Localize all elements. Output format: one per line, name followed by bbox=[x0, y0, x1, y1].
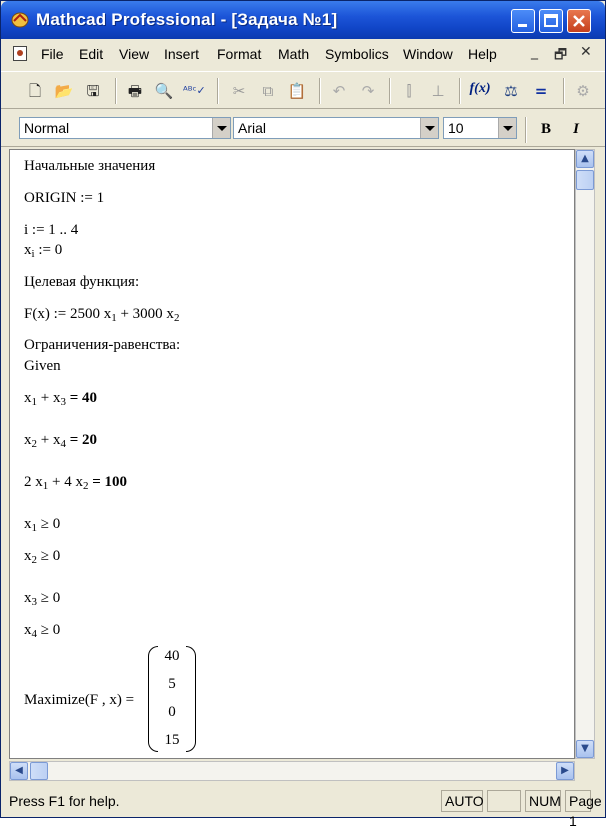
constraint-eq2[interactable]: $x_2 + x_4 = 20$ bbox=[24, 432, 98, 450]
result-x2: 5 bbox=[168, 676, 176, 692]
heading-constraints: Ограничения-равенства: bbox=[24, 337, 181, 353]
status-bar bbox=[1, 787, 605, 829]
paste-icon[interactable]: 📋 bbox=[287, 82, 307, 100]
status-num: NUM bbox=[525, 790, 561, 812]
menu-bar bbox=[1, 39, 605, 69]
redo-icon[interactable]: ↷ bbox=[361, 82, 375, 100]
given-keyword[interactable]: Given bbox=[24, 358, 61, 374]
mathcad-app-icon bbox=[11, 12, 29, 28]
close-icon bbox=[568, 10, 590, 32]
font-value: Arial bbox=[238, 120, 267, 136]
scroll-down-icon[interactable]: ▼ bbox=[576, 740, 594, 758]
open-folder-icon[interactable]: 📂 bbox=[54, 82, 74, 100]
status-blank bbox=[487, 790, 521, 812]
new-document-icon[interactable]: 🗋 bbox=[28, 82, 42, 100]
constraint-eq3[interactable]: 2 $x_1 + 4$ $x_2 = 100$ bbox=[24, 474, 128, 492]
origin-definition[interactable]: ORIGIN := 1 bbox=[24, 190, 105, 206]
print-icon[interactable]: 🖶 bbox=[127, 82, 143, 100]
left-paren bbox=[148, 646, 158, 752]
mdi-close-button[interactable]: ✕ bbox=[580, 44, 592, 60]
menu-math[interactable]: Math bbox=[278, 46, 310, 62]
result-x3: 0 bbox=[168, 704, 176, 720]
calculate-icon[interactable]: = bbox=[534, 82, 548, 100]
insert-unit-icon[interactable]: ⚖ bbox=[504, 82, 518, 100]
range-definition[interactable]: i := 1 .. 4 bbox=[24, 222, 79, 238]
save-icon[interactable]: 🖫 bbox=[86, 82, 100, 100]
maximize-icon bbox=[540, 10, 562, 32]
copy-icon[interactable]: ⧉ bbox=[262, 82, 274, 100]
bold-button[interactable]: B bbox=[540, 121, 551, 137]
minimize-button[interactable] bbox=[511, 9, 535, 33]
toolbar-separator bbox=[319, 78, 321, 104]
status-help-text: Press F1 for help. bbox=[9, 793, 120, 809]
menu-view[interactable]: View bbox=[119, 46, 150, 62]
vertical-scroll-thumb[interactable] bbox=[576, 170, 594, 190]
constraint-x4-nonneg[interactable]: $x_4 \ge 0$ bbox=[24, 622, 61, 640]
insert-function-icon[interactable]: f(x) bbox=[469, 81, 491, 96]
print-preview-icon[interactable]: 🔍 bbox=[154, 82, 174, 100]
result-x1: 40 bbox=[164, 648, 180, 664]
font-select[interactable] bbox=[233, 117, 439, 139]
chevron-down-icon[interactable] bbox=[420, 118, 438, 138]
menu-window[interactable]: Window bbox=[403, 46, 453, 62]
scroll-left-icon[interactable]: ◀ bbox=[10, 762, 28, 780]
italic-button[interactable]: I bbox=[573, 121, 579, 137]
xi-definition[interactable]: $x_i$ := 0 bbox=[24, 242, 63, 260]
font-size-select[interactable] bbox=[443, 117, 517, 139]
toolbar-separator bbox=[389, 78, 391, 104]
toolbar-separator bbox=[525, 117, 527, 143]
close-button[interactable] bbox=[567, 9, 591, 33]
cut-icon[interactable]: ✂ bbox=[232, 82, 246, 100]
objective-function[interactable]: F(x) := 2500 $x_1 + 3000$ $x_2$ bbox=[24, 306, 180, 324]
resource-center-icon[interactable]: ⚙ bbox=[576, 82, 590, 100]
horizontal-scrollbar[interactable] bbox=[9, 761, 575, 781]
formatting-toolbar bbox=[1, 111, 605, 147]
heading-initial-values: Начальные значения bbox=[24, 158, 156, 174]
heading-objective: Целевая функция: bbox=[24, 274, 140, 290]
toolbar-separator bbox=[217, 78, 219, 104]
window-title: Mathcad Professional - [Задача №1] bbox=[36, 10, 338, 29]
result-vector[interactable] bbox=[148, 646, 196, 756]
right-paren bbox=[186, 646, 196, 752]
constraint-x2-nonneg[interactable]: $x_2 \ge 0$ bbox=[24, 548, 61, 566]
spell-check-icon[interactable]: ᴬᴮᶜ✓ bbox=[183, 84, 206, 97]
constraint-x3-nonneg[interactable]: $x_3 \ge 0$ bbox=[24, 590, 61, 608]
chevron-down-icon[interactable] bbox=[498, 118, 516, 138]
minimize-icon bbox=[512, 10, 534, 32]
mdi-minimize-button[interactable]: _ bbox=[531, 44, 538, 60]
horizontal-scroll-thumb[interactable] bbox=[30, 762, 48, 780]
menu-insert[interactable]: Insert bbox=[164, 46, 200, 62]
toolbar-separator bbox=[115, 78, 117, 104]
menu-symbolics[interactable]: Symbolics bbox=[325, 46, 389, 62]
result-x4: 15 bbox=[164, 732, 180, 748]
maximize-expression[interactable]: Maximize(F , x) = bbox=[24, 692, 135, 708]
align-down-icon[interactable]: ⊥ bbox=[431, 82, 445, 100]
status-mode: AUTO bbox=[441, 790, 483, 812]
constraint-eq1[interactable]: $x_1 + x_3 = 40$ bbox=[24, 390, 98, 408]
standard-toolbar bbox=[1, 71, 605, 109]
menu-format[interactable]: Format bbox=[217, 46, 262, 62]
toolbar-separator bbox=[459, 78, 461, 104]
title-bar[interactable] bbox=[1, 1, 605, 39]
status-page: Page 1 bbox=[565, 790, 591, 812]
align-across-icon[interactable]: ⫿ bbox=[406, 82, 412, 100]
menu-help[interactable]: Help bbox=[468, 46, 497, 62]
scroll-right-icon[interactable]: ▶ bbox=[556, 762, 574, 780]
menu-file[interactable]: File bbox=[41, 46, 64, 62]
toolbar-separator bbox=[563, 78, 565, 104]
maximize-button[interactable] bbox=[539, 9, 563, 33]
vertical-scrollbar[interactable] bbox=[575, 149, 595, 759]
scroll-up-icon[interactable]: ▲ bbox=[576, 150, 594, 168]
style-value: Normal bbox=[24, 120, 70, 136]
constraint-x1-nonneg[interactable]: $x_1 \ge 0$ bbox=[24, 516, 61, 534]
document-icon[interactable] bbox=[13, 46, 27, 61]
menu-edit[interactable]: Edit bbox=[79, 46, 104, 62]
font-size-value: 10 bbox=[448, 120, 464, 136]
mdi-restore-button[interactable]: 🗗 bbox=[554, 47, 568, 63]
worksheet[interactable] bbox=[9, 149, 575, 759]
undo-icon[interactable]: ↶ bbox=[332, 82, 346, 100]
style-select[interactable] bbox=[19, 117, 231, 139]
chevron-down-icon[interactable] bbox=[212, 118, 230, 138]
